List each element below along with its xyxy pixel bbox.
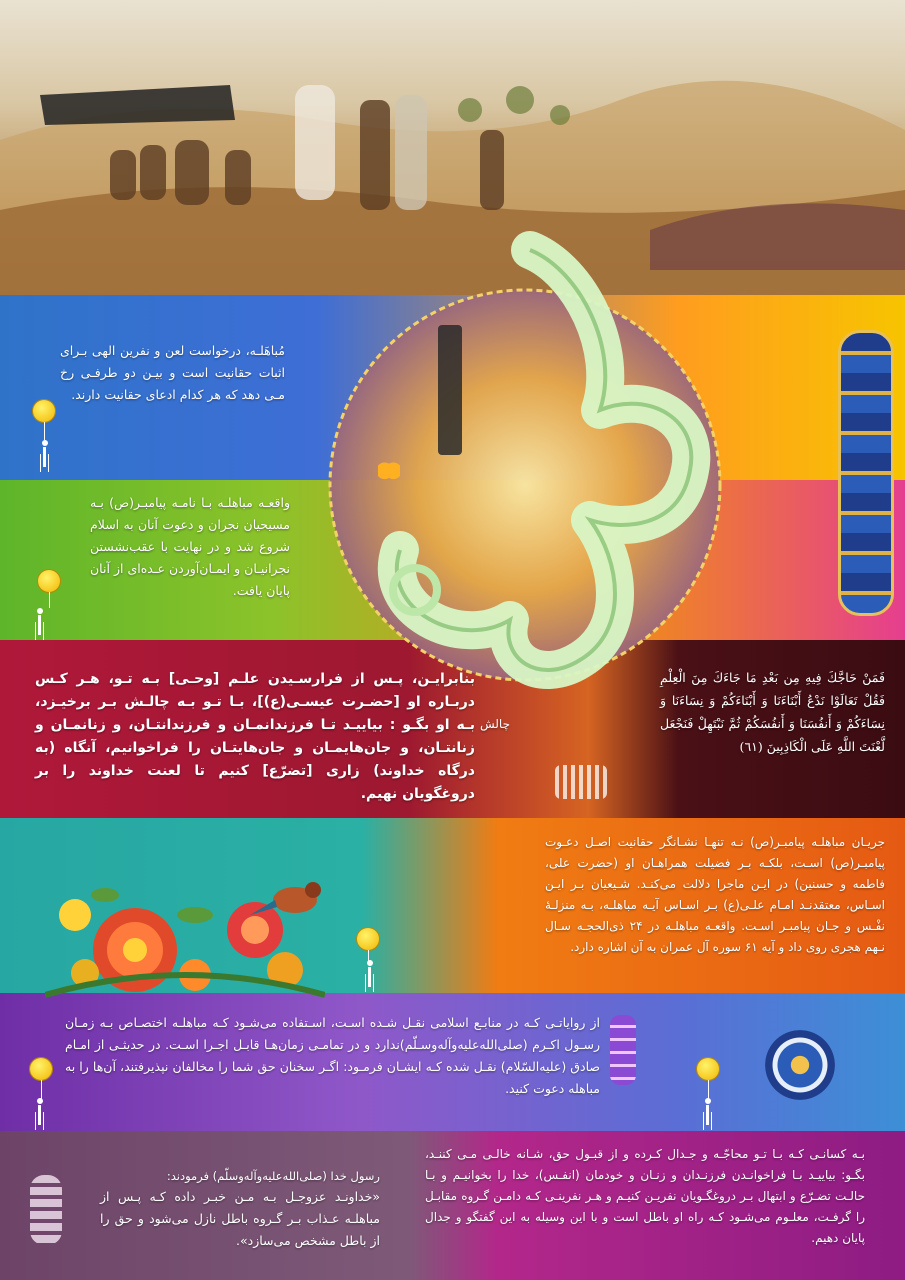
ornament-icon bbox=[838, 330, 894, 616]
section-3-text: بنابرایـن، پـس از فرارسـیدن علـم [وحـی] بـه تـو، هـر کـس دربـاره او [حضـرت عیسـی(ع)]، بـا تـو بـه چالـش بـر برخیـزد، بـه او بگـو : بیاییـد تـا فرزندانمـان و فرزندانتـان، و زنانمـان و زنانتـان، و جان‌هایمـان و جان‌هایتـان را فراخوانیم، آنگاه (به درگاه خداوند) زاری [تضرّع] کنیم تا لعنت خداوند را بر دروغگویان نهیم. bbox=[35, 671, 475, 803]
stick-figure-icon bbox=[32, 608, 46, 642]
ornament-icon bbox=[555, 765, 607, 799]
smiley-balloon-icon bbox=[357, 928, 379, 950]
balloon-string bbox=[44, 422, 45, 440]
smiley-balloon-icon bbox=[33, 400, 55, 422]
balloon-string bbox=[49, 592, 50, 608]
quran-verse: فَمَنْ حَاجَّكَ فِيهِ مِن بَعْدِ مَا جَاءَكَ مِنَ الْعِلْمِ فَقُلْ تَعَالَوْا نَدْعُ أَبْنَاءَنَا وَ أَبْنَاءَكُمْ وَ نِسَاءَنَا وَ نِسَاءَكُمْ وَ أَنفُسَنَا وَ أَنفُسَكُمْ ثُمَّ نَبْتَهِلْ فَنَجْعَل لَّعْنَتَ اللَّهِ عَلَى الْكَاذِبِينَ (٦١) bbox=[660, 670, 885, 755]
bird-icon bbox=[250, 882, 321, 915]
ornament-icon bbox=[610, 1015, 636, 1085]
stick-figure-icon bbox=[362, 960, 376, 994]
section-2-text: واقعـه مباهلـه بـا نامـه پیامبـر(ص) بـه مسیحیان نجران و دعوت آنان به اسلام شروع شد و در نهایت با عقب‌نشستن نجرانیـان و ایمـان‌آوردن عـده‌ای از آنان پایان یافت. bbox=[90, 495, 290, 598]
butterfly-icon bbox=[378, 462, 400, 484]
ornament-icon bbox=[765, 1030, 835, 1100]
stick-figure-icon bbox=[32, 1098, 46, 1132]
section-3-label: چالش bbox=[479, 717, 510, 731]
smiley-balloon-icon bbox=[38, 570, 60, 592]
section-4-text: جریـان مباهلـه پیامبـر(ص) نـه تنهـا نشـانگر حقانیت اصـل دعـوت پیامبـر(ص) اسـت، بلکـه بـر فضیلت همراهـان او (حضرت علی، فاطمه و حسنین) در ایـن ماجرا دلالت می‌کنـد. شـیعیان بـر ایـن اسـاس، معتقدنـد امـام علـی(ع) بـر اسـاس آیـه مباهلـه، بـه منزلـهٔ نفْـس و جـان پیامبـر اسـت. واقعـه مباهلـه در ۲۴ ذی‌الحجـه سـال نـهم هجری روی داد و آیه ۶۱ سوره آل عمران به آن اشاره دارد. bbox=[545, 835, 885, 954]
stick-figure-icon bbox=[37, 440, 51, 474]
section-6-text: «خداونـد عزوجـل بـه مـن خبـر داده کـه پـس از مباهلـه عـذاب بـر گـروه باطل نازل می‌شود و حق را از باطل مشخص می‌سازد». bbox=[100, 1189, 380, 1248]
section-5-text: از روایاتـی کـه در منابـع اسلامی نقـل شـده اسـت، اسـتفاده می‌شـود کـه مباهلـه اختصـاص بـه زمـان رسـول اکـرم (صلی‌الله‌علیه‌وآله‌وسـلّم)ندارد و در تمامـی زمان‌هـا قابـل اجـرا اسـت. در حدیثـی از امـام صادق (علیه‌السّلام) نقـل شده کـه ایشـان فرمـود: اگـر سخنان حق شما را مخالفان نپذیرفتند، آن‌ها را به مباهله دعوت کنید. bbox=[65, 1015, 600, 1096]
balloon-string bbox=[41, 1080, 42, 1100]
section-1-text: مُباهَلـه، درخواست لعن و نفرین الهی بـرای اثبات حقانیت است و بیـن دو طرفـی رخ مـی دهد که هر کدام ادعای حقانیت دارند. bbox=[60, 343, 285, 402]
smiley-balloon-icon bbox=[30, 1058, 52, 1080]
stick-figure-icon bbox=[700, 1098, 714, 1132]
flower-icon bbox=[45, 855, 325, 1005]
ornament-icon bbox=[30, 1175, 62, 1245]
smiley-balloon-icon bbox=[697, 1058, 719, 1080]
section-7-text: بـه کسانـی کـه بـا تـو محاجّـه و جـدال کـرده و از قبـول حق، شـانه خالـی مـی کننـد، بگـو: بیاییـد بـا فراخوانـدن فرزنـدان و زنـان و خودمان (انفـس)، خدا را بخوانیـم و بـا حالـت تضـرّع و ابتهال بـر دروغگـویان نفریـن کنیـم و هـر نفرینـی کـه دامـن گـروه مقابـل را گرفـت، معلـوم می‌شـود کـه راه او باطل است و با این وسیله به این گفتگو و جدال پایان دهیم. bbox=[425, 1147, 865, 1245]
balloon-string bbox=[708, 1080, 709, 1100]
section-6-heading: رسول خدا (صلی‌الله‌علیه‌وآله‌وسلّم) فرمودند: bbox=[166, 1169, 380, 1183]
